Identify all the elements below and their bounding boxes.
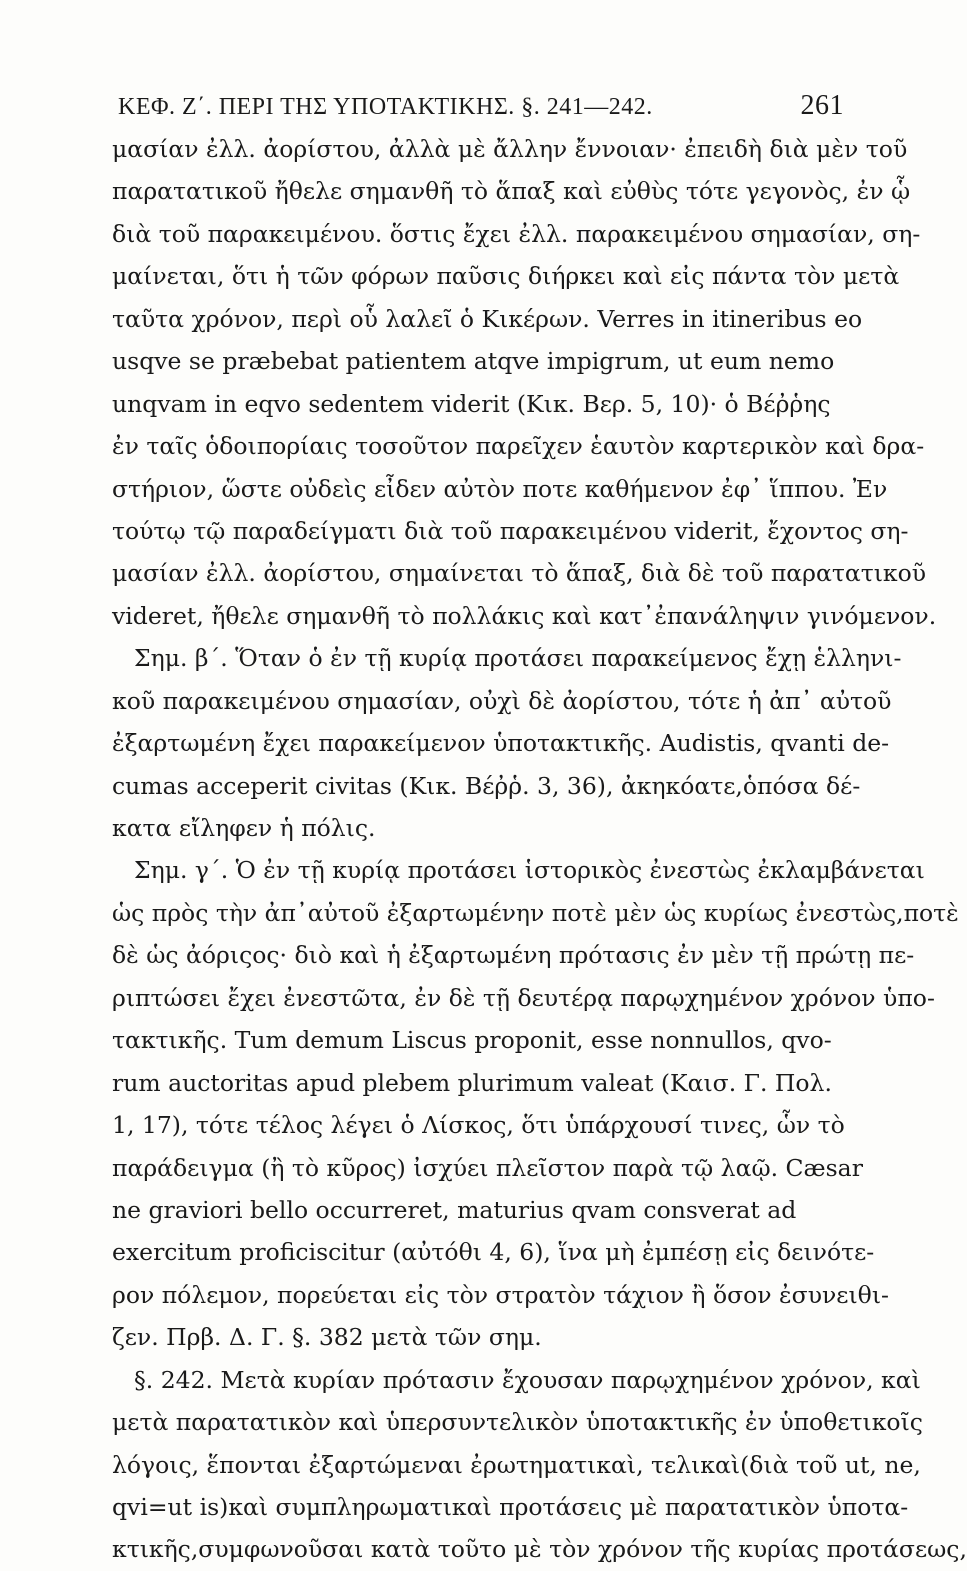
- text-line: ἐξαρτωμένη ἔχει παρακείμενον ὑποτακτικῆς. Audistis, qvanti de-: [112, 729, 890, 758]
- text-line: 1, 17), τότε τέλος λέγει ὁ Λίσκος, ὅτι ὑπάρχουσί τινες, ὧν τὸ: [112, 1111, 845, 1140]
- page-number: 261: [800, 90, 844, 121]
- text-line: παράδειγμα (ἢ τὸ κῦρος) ἰσχύει πλεῖστον παρὰ τῷ λαῷ. Cæsar: [112, 1153, 863, 1182]
- text-line: λόγοις, ἕπονται ἐξαρτώμεναι ἐρωτηματικαὶ, τελικαὶ(διὰ τοῦ ut, ne,: [112, 1450, 921, 1479]
- chapter-title: ΚΕΦ. Ζ΄. ΠΕΡΙ ΤΗΣ ΥΠΟΤΑΚΤΙΚΗΣ. §. 241—242.: [118, 94, 653, 120]
- text-line: στήριον, ὥστε οὐδεὶς εἶδεν αὐτὸν ποτε καθήμενον ἐφ᾽ ἵππου. Ἐν: [112, 474, 888, 503]
- text-line: ne graviori bello occurreret, maturius qvam consverat ad: [112, 1195, 797, 1224]
- text-line: ταῦτα χρόνον, περὶ οὗ λαλεῖ ὁ Κικέρων. Verres in itineribus eo: [112, 304, 863, 333]
- text-line: κατα εἴληφεν ἡ πόλις.: [112, 814, 376, 842]
- text-line: qvi=ut is)καὶ συμπληρωματικαὶ προτάσεις μὲ παρατατικὸν ὑποτα-: [112, 1493, 909, 1521]
- text-line: παρατατικοῦ ἤθελε σημανθῆ τὸ ἅπαξ καὶ εὐθὺς τότε γεγονὸς, ἐν ᾧ: [112, 177, 911, 206]
- text-line: unqvam in eqvo sedentem viderit (Κικ. Βερ. 5, 10)· ὁ Βέῤῥης: [112, 389, 831, 418]
- text-line: διὰ τοῦ παρακειμένου. ὅστις ἔχει ἐλλ. παρακειμένου σημασίαν, ση-: [112, 219, 921, 248]
- text-line: ριπτώσει ἔχει ἐνεστῶτα, ἐν δὲ τῇ δευτέρᾳ παρῳχημένον χρόνον ὑπο-: [112, 983, 935, 1012]
- text-line: ζεν. Πρβ. Δ. Γ. §. 382 μετὰ τῶν σημ.: [112, 1323, 542, 1352]
- body-text: [112, 128, 967, 1571]
- text-line: τακτικῆς. Tum demum Liscus proponit, esse nonnullos, qvo-: [112, 1026, 832, 1055]
- text-line: usqve se præbebat patientem atqve impigrum, ut eum nemo: [112, 347, 835, 376]
- running-header: [118, 88, 844, 128]
- note-gamma-start: Σημ. γ΄. Ὁ ἐν τῇ κυρίᾳ προτάσει ἱστορικὸς ἐνεστὼς ἐκλαμβάνεται: [134, 856, 925, 885]
- text-line: δὲ ὡς ἀόριςος· διὸ καὶ ἡ ἐξαρτωμένη πρότασις ἐν μὲν τῇ πρώτῃ πε-: [112, 941, 915, 970]
- text-line: μασίαν ἐλλ. ἀορίστου, ἀλλὰ μὲ ἄλλην ἔννοιαν· ἐπειδὴ διὰ μὲν τοῦ: [112, 135, 908, 163]
- text-line: rum auctoritas apud plebem plurimum valeat (Καισ. Γ. Πολ.: [112, 1068, 832, 1097]
- text-line: κοῦ παρακειμένου σημασίαν, οὐχὶ δὲ ἀορίστου, τότε ἡ ἀπ᾽ αὐτοῦ: [112, 686, 892, 715]
- text-line: cumas acceperit civitas (Κικ. Βέῤῥ. 3, 36), ἀκηκόατε,ὁπόσα δέ-: [112, 771, 861, 800]
- text-line: videret, ἤθελε σημανθῆ τὸ πολλάκις καὶ κατ᾽ἐπανάληψιν γινόμενον.: [112, 601, 937, 630]
- section-242-start: §. 242. Μετὰ κυρίαν πρότασιν ἔχουσαν παρῳχημένον χρόνον, καὶ: [134, 1365, 921, 1394]
- note-beta-start: Σημ. β΄. Ὅταν ὁ ἐν τῇ κυρίᾳ προτάσει παρακείμενος ἔχῃ ἑλληνι-: [134, 644, 902, 673]
- text-line: κτικῆς,συμφωνοῦσαι κατὰ τοῦτο μὲ τὸν χρόνον τῆς κυρίας προτάσεως,: [112, 1535, 967, 1564]
- text-line: μαίνεται, ὅτι ἡ τῶν φόρων παῦσις διήρκει καὶ εἰς πάντα τὸν μετὰ: [112, 262, 900, 291]
- text-line: ρον πόλεμον, πορεύεται εἰς τὸν στρατὸν τάχιον ἢ ὅσον ἐσυνειθι-: [112, 1280, 889, 1309]
- text-line: exercitum proficiscitur (αὐτόθι 4, 6), ἵνα μὴ ἐμπέσῃ εἰς δεινότε-: [112, 1238, 875, 1267]
- text-line: μετὰ παρατατικὸν καὶ ὑπερσυντελικὸν ὑποτακτικῆς ἐν ὑποθετικοῖς: [112, 1408, 923, 1437]
- text-line: ἐν ταῖς ὁδοιπορίαις τοσοῦτον παρεῖχεν ἑαυτὸν καρτερικὸν καὶ δρα-: [112, 432, 925, 461]
- text-line: μασίαν ἐλλ. ἀορίστου, σημαίνεται τὸ ἅπαξ, διὰ δὲ τοῦ παρατατικοῦ: [112, 559, 927, 588]
- text-line: ὡς πρὸς τὴν ἀπ᾽αὐτοῦ ἐξαρτωμένην ποτὲ μὲν ὡς κυρίως ἐνεστὼς,ποτὲ: [112, 898, 959, 927]
- text-line: τούτῳ τῷ παραδείγματι διὰ τοῦ παρακειμένου viderit, ἔχοντος ση-: [112, 516, 909, 545]
